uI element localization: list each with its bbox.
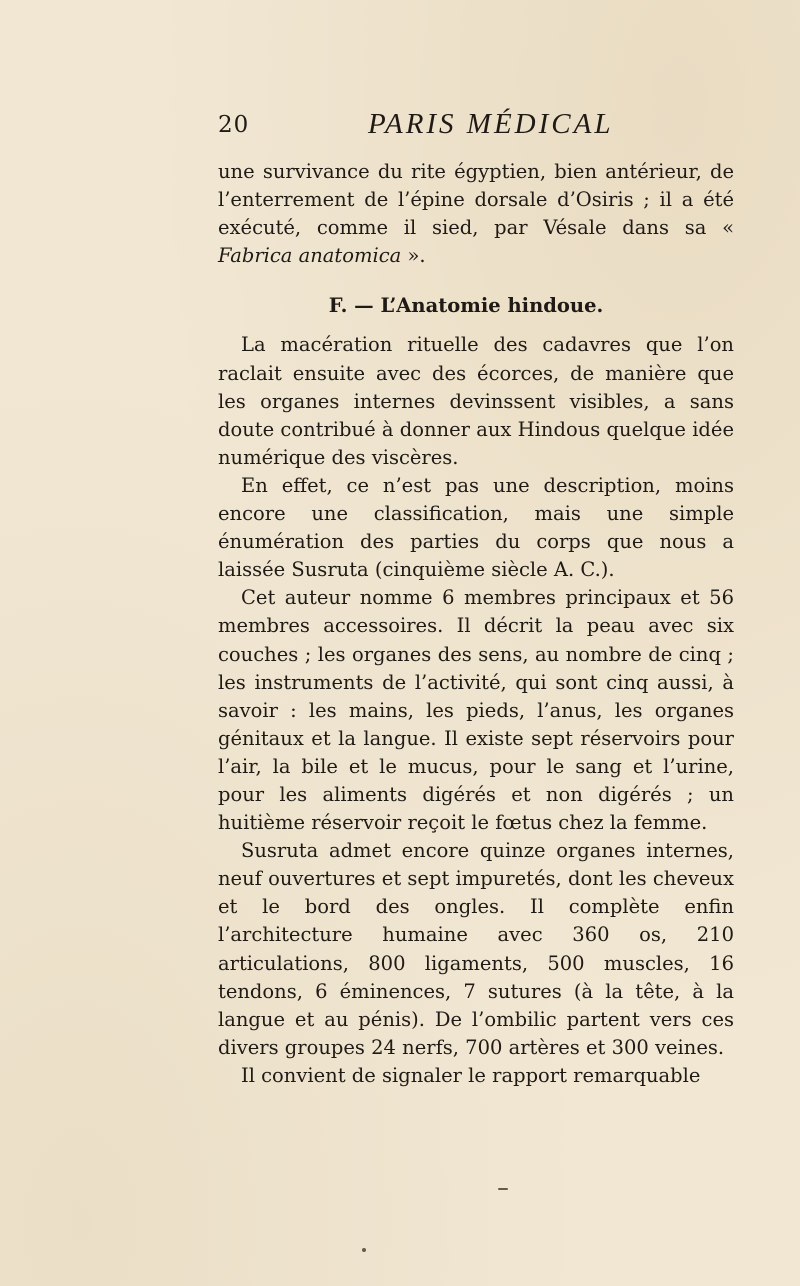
running-title: PARIS MÉDICAL (368, 108, 614, 140)
paragraph-text: une survivance du rite égyptien, bien antérieur, de l’enterrement de l’épine dorsale d’Osiris ; il a été exécuté, comme il sied, par Vésale dans sa « (218, 160, 734, 240)
paragraph: Il convient de signaler le rapport remarquable (241, 1063, 701, 1087)
paragraph-text: ». (401, 244, 426, 268)
paper-speck (498, 1188, 508, 1190)
section-heading: F. — L’Anatomie hindoue. (328, 294, 604, 318)
paragraph: Susruta admet encore quinze organes internes, neuf ouvertures et sept impuretés, dont les cheveux et le bord des ongles. Il complète enfin l’architecture humaine avec 360 os, 210 articulations, 800 ligaments, 500 muscles, 16 tendons, 6 éminences, 7 sutures (à la tête, à la langue et au pénis). De l’ombilic partent vers ces divers groupes 24 nerfs, 700 artères et 300 veines. (218, 839, 734, 1059)
paragraph (218, 158, 734, 270)
paragraph: Cet auteur nomme 6 membres principaux et 56 membres accessoires. Il décrit la peau avec six couches ; les organes des sens, au nombre de cinq ; les instruments de l’activité, qui sont cinq aussi, à savoir : les mains, les pieds, l’anus, les organes génitaux et la langue. Il existe sept réservoirs pour l’air, la bile et le mucus, pour le sang et l’urine, pour les aliments digérés et non digérés ; un huitième réservoir reçoit le fœtus chez la femme. (218, 586, 734, 835)
book-title: Fabrica anatomica (218, 244, 402, 268)
paragraph: En effet, ce n’est pas une description, moins encore une classification, mais une simple énumération des parties du corps que nous a laissée Susruta (cinquième siècle A. C.). (218, 473, 734, 582)
page-header (218, 108, 778, 148)
paper-speck (362, 1248, 366, 1252)
paragraph: La macération rituelle des cadavres que l’on raclait ensuite avec des écorces, de manière que les organes internes devinssent visibles, a sans doute contribué à donner aux Hindous quelque idée numérique des viscères. (218, 333, 734, 469)
body-text (218, 158, 734, 1090)
page-number: 20 (218, 112, 250, 138)
